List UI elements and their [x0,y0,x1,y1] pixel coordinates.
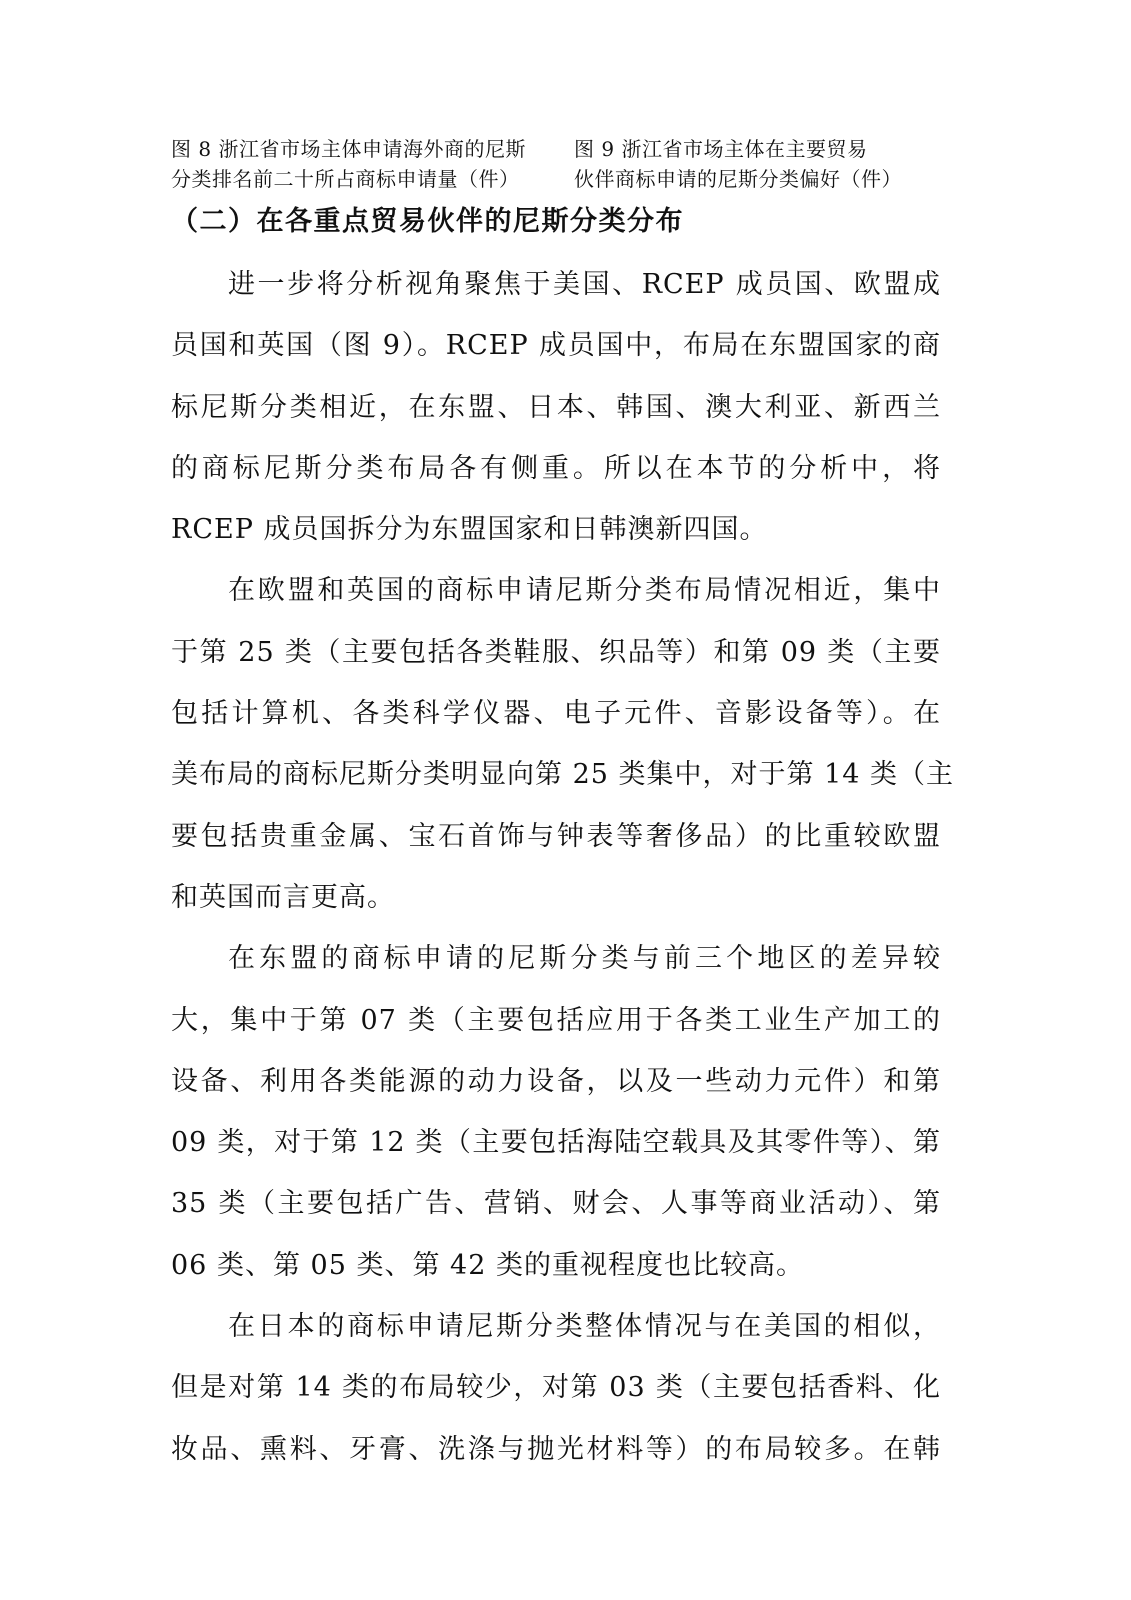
figure-8-caption-line-2: 分类排名前二十所占商标申请量（件） [171,167,520,191]
paragraph-1 [171,254,941,560]
paragraph-line: RCEP 成员国拆分为东盟国家和日韩澳新四国。 [171,514,768,546]
paragraph-line: 和英国而言更高。 [171,881,395,913]
paragraph-3 [171,928,941,1296]
paragraph-line: 妆品、熏料、牙膏、洗涤与抛光材料等）的布局较多。在韩 [171,1433,941,1465]
paragraph-line: 但是对第 14 类的布局较少，对第 03 类（主要包括香料、化 [171,1372,941,1404]
paragraph-line: 在东盟的商标申请的尼斯分类与前三个地区的差异较 [228,943,941,975]
figure-9-caption-line-2: 伙伴商标申请的尼斯分类偏好（件） [574,167,902,191]
paragraph-line: 在日本的商标申请尼斯分类整体情况与在美国的相似， [228,1311,941,1343]
paragraph-line: 进一步将分析视角聚焦于美国、RCEP 成员国、欧盟成 [228,269,941,300]
figure-9-caption-line-1: 图 9 浙江省市场主体在主要贸易 [574,137,868,161]
paragraph-line: 35 类（主要包括广告、营销、财会、人事等商业活动）、第 [171,1188,941,1220]
paragraph-line: 员国和英国（图 9）。RCEP 成员国中，布局在东盟国家的商 [171,330,941,362]
paragraph-line: 在欧盟和英国的商标申请尼斯分类布局情况相近，集中 [228,575,941,607]
figure-8-caption [171,134,526,194]
paragraph-line: 于第 25 类（主要包括各类鞋服、织品等）和第 09 类（主要 [171,636,941,668]
paragraph-line: 标尼斯分类相近，在东盟、日本、韩国、澳大利亚、新西兰 [171,391,941,423]
figure-8-caption-line-1: 图 8 浙江省市场主体申请海外商的尼斯 [171,137,526,161]
figure-captions [171,134,961,200]
paragraph-line: 设备、利用各类能源的动力设备，以及一些动力元件）和第 [171,1065,941,1097]
paragraph-2 [171,560,955,928]
paragraph-line: 09 类，对于第 12 类（主要包括海陆空载具及其零件等）、第 [171,1127,941,1159]
paragraph-4 [171,1296,941,1480]
paragraph-line: 的商标尼斯分类布局各有侧重。所以在本节的分析中，将 [171,452,941,484]
paragraph-line: 要包括贵重金属、宝石首饰与钟表等奢侈品）的比重较欧盟 [171,820,941,852]
paragraph-line: 06 类、第 05 类、第 42 类的重视程度也比较高。 [171,1249,804,1281]
section-heading: （二）在各重点贸易伙伴的尼斯分类分布 [171,206,684,237]
paragraph-line: 美布局的商标尼斯分类明显向第 25 类集中，对于第 14 类（主 [171,759,955,791]
paragraph-line: 大，集中于第 07 类（主要包括应用于各类工业生产加工的 [171,1004,941,1036]
paragraph-line: 包括计算机、各类科学仪器、电子元件、音影设备等）。在 [171,698,941,730]
body-text [171,254,955,1480]
figure-9-caption [574,134,902,194]
